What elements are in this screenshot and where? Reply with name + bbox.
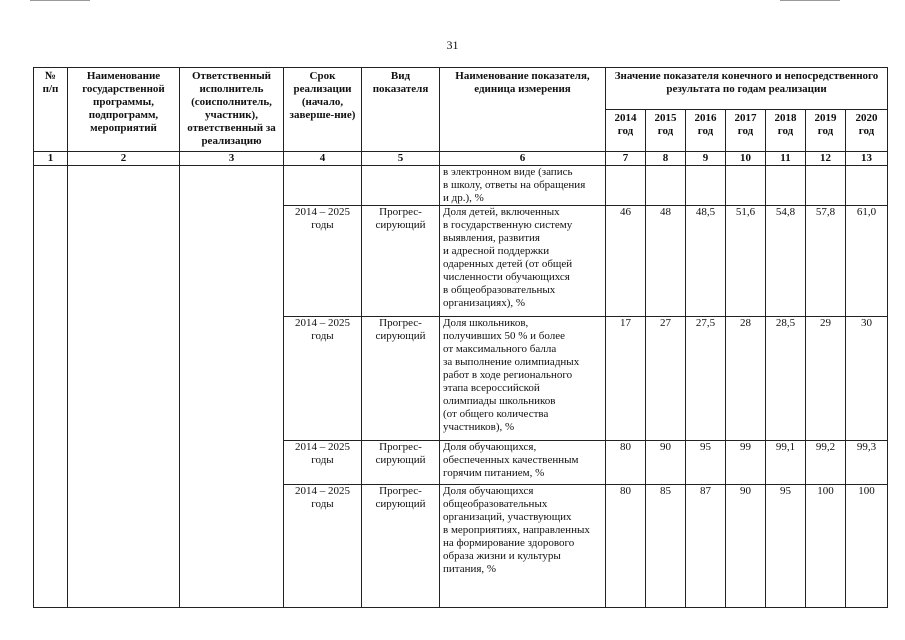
cell-value: 80 xyxy=(606,441,646,485)
cell-value xyxy=(726,166,766,206)
top-rule-right xyxy=(780,0,840,1)
cell-period: 2014 – 2025 годы xyxy=(284,317,362,441)
cell-value: 90 xyxy=(646,441,686,485)
cell-value: 27,5 xyxy=(686,317,726,441)
column-number: 12 xyxy=(806,152,846,166)
cell-value: 48 xyxy=(646,206,686,317)
column-number: 7 xyxy=(606,152,646,166)
column-number: 2 xyxy=(68,152,180,166)
header-program: Наименование государственной программы, подпрограмм, мероприятий xyxy=(68,68,180,152)
header-year-2018: 2018 год xyxy=(766,110,806,152)
cell-value: 95 xyxy=(766,485,806,608)
cell-value: 99 xyxy=(726,441,766,485)
cell-value: 90 xyxy=(726,485,766,608)
column-number: 1 xyxy=(34,152,68,166)
column-number: 8 xyxy=(646,152,686,166)
header-year-2015: 2015 год xyxy=(646,110,686,152)
cell-value: 48,5 xyxy=(686,206,726,317)
column-number: 6 xyxy=(440,152,606,166)
cell-value xyxy=(606,166,646,206)
cell-value: 29 xyxy=(806,317,846,441)
column-number: 10 xyxy=(726,152,766,166)
header-year-2016: 2016 год xyxy=(686,110,726,152)
cell-type: Прогрес- сирующий xyxy=(362,206,440,317)
cell-indicator: в электронном виде (запись в школу, ответы на обращения и др.), % xyxy=(440,166,606,206)
table-row xyxy=(34,166,888,206)
cell-value: 61,0 xyxy=(846,206,888,317)
cell-value: 54,8 xyxy=(766,206,806,317)
top-rule-left xyxy=(30,0,90,1)
cell-value: 100 xyxy=(846,485,888,608)
cell-type: Прогрес- сирующий xyxy=(362,485,440,608)
header-type: Вид показателя xyxy=(362,68,440,152)
cell-period xyxy=(284,166,362,206)
cell-value: 80 xyxy=(606,485,646,608)
cell-value: 99,2 xyxy=(806,441,846,485)
header-indicator: Наименование показателя, единица измерения xyxy=(440,68,606,152)
column-number: 4 xyxy=(284,152,362,166)
column-number: 11 xyxy=(766,152,806,166)
header-year-2014: 2014 год xyxy=(606,110,646,152)
header-year-2019: 2019 год xyxy=(806,110,846,152)
cell-indicator: Доля обучающихся общеобразовательных организаций, участвующих в мероприятиях, направленных на формирование здорового образа жизни и культуры питания, % xyxy=(440,485,606,608)
cell-indicator: Доля школьников, получивших 50 % и более от максимального балла за выполнение олимпиадных работ в ходе регионального этапа всероссийской олимпиады школьников (от общего количества участников), % xyxy=(440,317,606,441)
cell-value: 51,6 xyxy=(726,206,766,317)
cell-value xyxy=(806,166,846,206)
cell-period: 2014 – 2025 годы xyxy=(284,441,362,485)
column-number: 13 xyxy=(846,152,888,166)
cell-value: 30 xyxy=(846,317,888,441)
cell-value: 46 xyxy=(606,206,646,317)
cell-value: 95 xyxy=(686,441,726,485)
cell-value xyxy=(766,166,806,206)
cell-value: 17 xyxy=(606,317,646,441)
header-year-2020: 2020 год xyxy=(846,110,888,152)
column-number: 3 xyxy=(180,152,284,166)
cell-program xyxy=(68,166,180,608)
cell-period: 2014 – 2025 годы xyxy=(284,206,362,317)
column-numbers-row xyxy=(34,152,888,166)
cell-value: 100 xyxy=(806,485,846,608)
cell-value: 28 xyxy=(726,317,766,441)
indicators-table xyxy=(33,67,888,608)
cell-value: 28,5 xyxy=(766,317,806,441)
cell-value: 85 xyxy=(646,485,686,608)
column-number: 9 xyxy=(686,152,726,166)
cell-value xyxy=(846,166,888,206)
cell-period: 2014 – 2025 годы xyxy=(284,485,362,608)
cell-value: 87 xyxy=(686,485,726,608)
cell-value xyxy=(686,166,726,206)
cell-value: 99,3 xyxy=(846,441,888,485)
header-executor: Ответственный исполнитель (соисполнитель, участник), ответственный за реализацию xyxy=(180,68,284,152)
page-number: 31 xyxy=(446,38,459,52)
cell-value xyxy=(646,166,686,206)
cell-type: Прогрес- сирующий xyxy=(362,441,440,485)
cell-type xyxy=(362,166,440,206)
cell-indicator: Доля детей, включенных в государственную систему выявления, развития и адресной поддержки одаренных детей (от общей численности обучающихся в общеобразовательных организациях), % xyxy=(440,206,606,317)
header-period: Срок реализации (начало, заверше-ние) xyxy=(284,68,362,152)
cell-indicator: Доля обучающихся, обеспеченных качественным горячим питанием, % xyxy=(440,441,606,485)
column-number: 5 xyxy=(362,152,440,166)
cell-value: 99,1 xyxy=(766,441,806,485)
cell-executor xyxy=(180,166,284,608)
header-year-2017: 2017 год xyxy=(726,110,766,152)
cell-value: 27 xyxy=(646,317,686,441)
header-no: № п/п xyxy=(34,68,68,152)
cell-type: Прогрес- сирующий xyxy=(362,317,440,441)
cell-no xyxy=(34,166,68,608)
cell-value: 57,8 xyxy=(806,206,846,317)
header-values-group: Значение показателя конечного и непосредственного результата по годам реализации xyxy=(606,68,888,110)
